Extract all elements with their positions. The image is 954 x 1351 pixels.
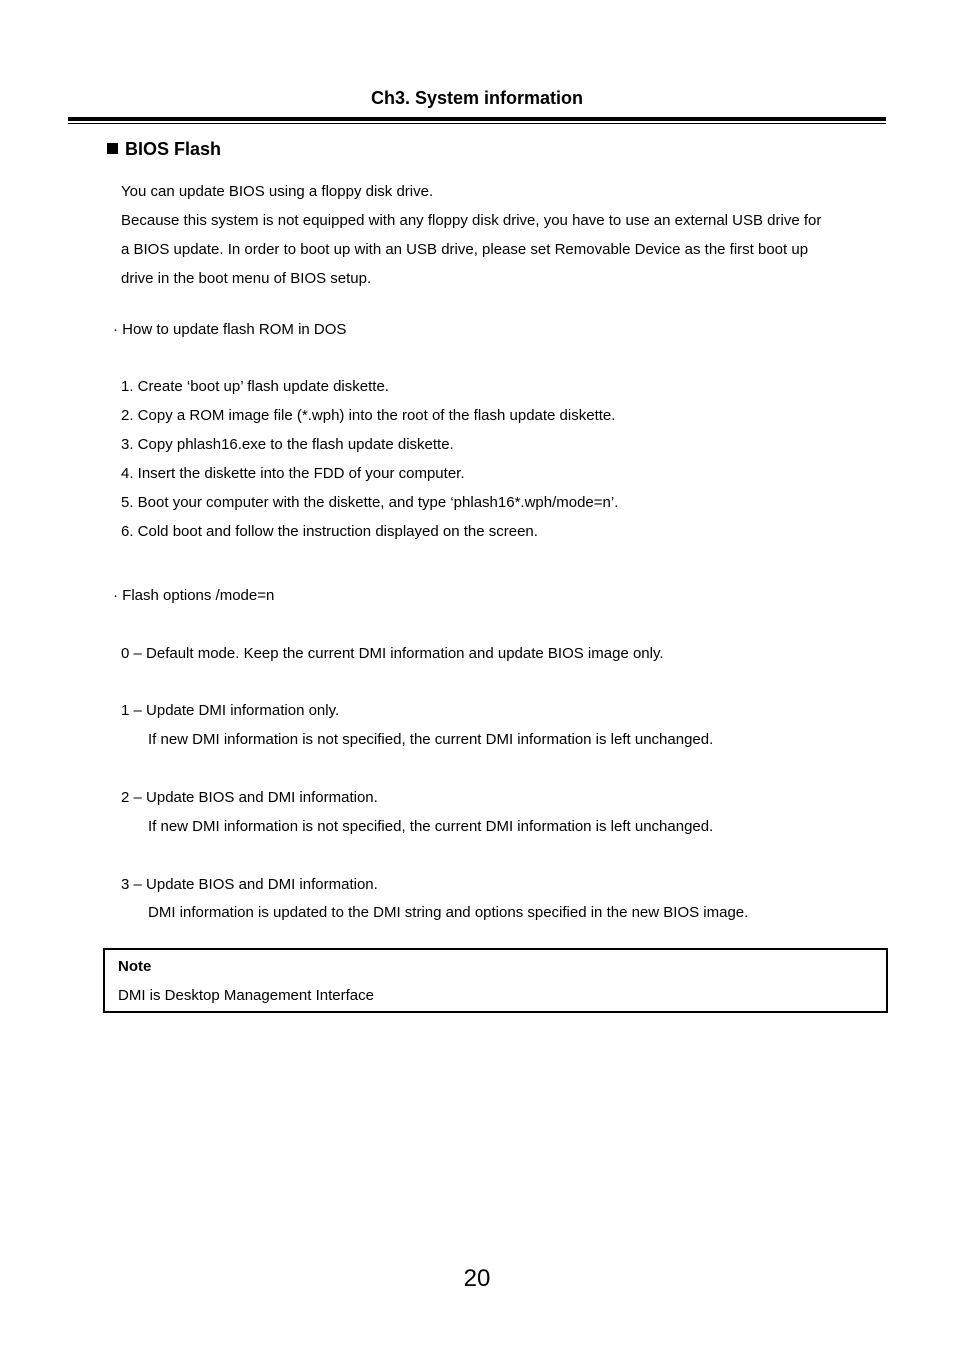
intro-line: You can update BIOS using a floppy disk drive. <box>121 183 434 200</box>
mode-label: 2 – Update BIOS and DMI information. <box>121 789 378 806</box>
howto-step: 6. Cold boot and follow the instruction displayed on the screen. <box>121 523 538 540</box>
mode-detail: If new DMI information is not specified, the current DMI information is left unchanged. <box>148 731 714 748</box>
intro-line: Because this system is not equipped with any floppy disk drive, you have to use an external USB drive for <box>121 212 822 229</box>
mode-label: 3 – Update BIOS and DMI information. <box>121 876 378 893</box>
chapter-title: Ch3. System information <box>370 88 584 108</box>
square-bullet-icon <box>107 143 118 154</box>
mode-detail: DMI information is updated to the DMI string and options specified in the new BIOS image. <box>148 904 749 921</box>
header-rule-thick <box>68 117 886 121</box>
howto-step: 5. Boot your computer with the diskette, and type ‘phlash16*.wph/mode=n’. <box>121 494 619 511</box>
note-box <box>103 948 888 1013</box>
howto-step: 4. Insert the diskette into the FDD of your computer. <box>121 465 465 482</box>
note-title: Note <box>118 958 152 975</box>
mode-label: 1 – Update DMI information only. <box>121 702 340 719</box>
howto-step: 3. Copy phlash16.exe to the flash update diskette. <box>121 436 454 453</box>
section-title: BIOS Flash <box>125 139 222 159</box>
section-heading <box>107 139 221 160</box>
intro-line: a BIOS update. In order to boot up with an USB drive, please set Removable Device as the first boot up <box>121 241 809 258</box>
mode-label: 0 – Default mode. Keep the current DMI information and update BIOS image only. <box>121 645 664 662</box>
intro-line: drive in the boot menu of BIOS setup. <box>121 270 372 287</box>
howto-heading: · How to update flash ROM in DOS <box>113 321 347 338</box>
mode-detail: If new DMI information is not specified, the current DMI information is left unchanged. <box>148 818 714 835</box>
howto-step: 2. Copy a ROM image file (*.wph) into the root of the flash update diskette. <box>121 407 616 424</box>
howto-step: 1. Create ‘boot up’ flash update diskette. <box>121 378 389 395</box>
page-number: 20 <box>463 1265 491 1292</box>
note-text: DMI is Desktop Management Interface <box>118 987 374 1004</box>
options-heading: · Flash options /mode=n <box>113 587 275 604</box>
header-rule-thin <box>68 123 886 124</box>
